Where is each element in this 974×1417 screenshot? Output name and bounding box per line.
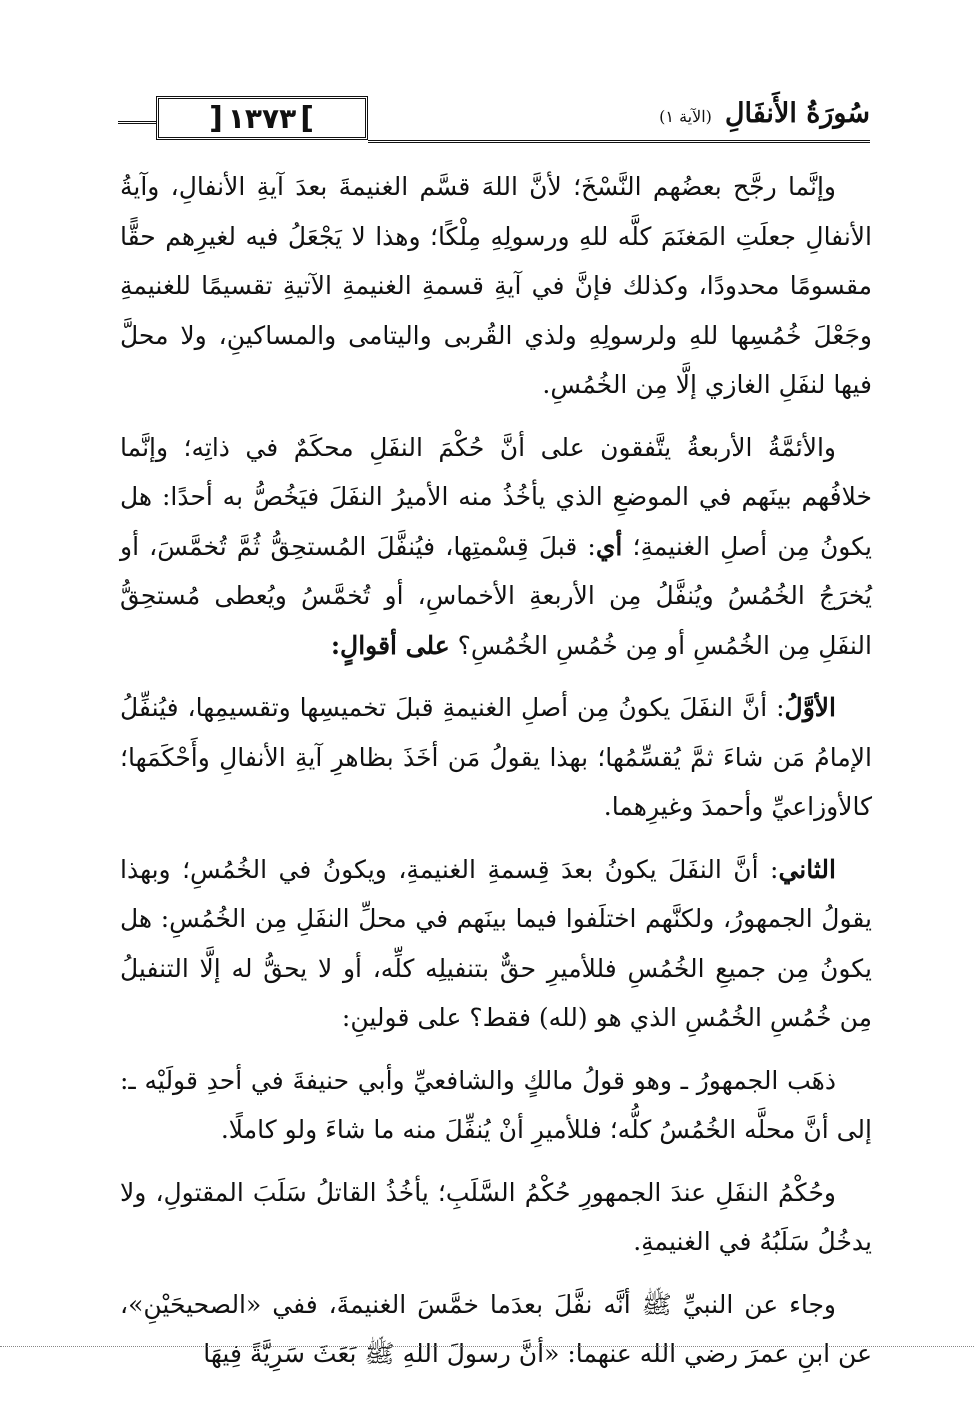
page-number-box — [156, 96, 368, 140]
paragraph-3-lead: الأوَّلُ — [784, 693, 836, 722]
paragraph-2-text: والأئمَّةُ الأربعةُ يتَّفقون على أنَّ حُكْمَ النفَلِ محكَمٌ في ذاتِه؛ وإنَّما خلافُهم بينَهم في الموضعِ الذي يأخُذُ منه الأميرُ النفَلَ فيَخُصُّ به أحدًا: هل يكونُ مِن أصلِ الغنيمةِ؛ أي: قبلَ قِسْمتِها، فيُنفَّلَ المُستحِقُّ ثُمَّ تُخمَّسَ، أو يُخرَجُ الخُمُسُ ويُنفَّلُ مِن الأربعةِ الأخماسِ، أو تُخمَّسُ ويُعطى مُستحِقُّ النفَلِ مِن الخُمُسِ أو مِن خُمُسِ الخُمُسِ؟ — [120, 432, 872, 660]
bracket-open: ] — [300, 100, 315, 136]
body-text — [120, 162, 872, 1392]
ayah-reference: (الآية ١) — [659, 107, 712, 126]
scan-edge-line — [0, 1346, 974, 1347]
header-rule-right — [368, 140, 870, 143]
surah-title: سُورَةُ الأَنفَالِ — [724, 98, 870, 129]
bold-keyword: أي — [595, 531, 623, 561]
header-rule-left — [118, 121, 156, 124]
paragraph-6-text: وحُكْمُ النفَلِ عندَ الجمهورِ حُكْمُ السَّلَبِ؛ يأخُذُ القاتلُ سَلَبَ المقتولِ، ولا يدخُلُ سَلَبُهُ في الغنيمةِ. — [120, 1177, 872, 1256]
page-header — [118, 92, 870, 148]
bracket-close: [ — [209, 100, 224, 136]
paragraph-2 — [120, 423, 872, 671]
paragraph-5 — [120, 1056, 872, 1155]
paragraph-3-text: : أنَّ النفَلَ يكونُ مِن أصلِ الغنيمةِ قبلَ تخميسِها وتقسيمِها، فيُنفِّلُ الإمامُ مَن شاءَ ثمَّ يُقسِّمُها؛ بهذا يقولُ مَن أخَذَ بظاهرِ آيةِ الأنفالِ وأَحْكَمَها؛ كالأوزاعيِّ وأحمدَ وغيرِهما. — [120, 693, 872, 821]
running-title — [659, 98, 870, 129]
paragraph-5-text: ذهَب الجمهورُ ـ وهو قولُ مالكٍ والشافعيِّ وأبي حنيفةَ في أحدِ قولَيْه ـ: إلى أنَّ محلَّه الخُمُسُ كلُّه؛ فللأميرِ أنْ يُنفِّلَ منه ما شاءَ ولو كاملًا. — [120, 1065, 872, 1144]
page-number: ١٣٧٣ — [227, 101, 297, 135]
paragraph-1-text: وإنَّما رجَّح بعضُهم النَّسْخَ؛ لأنَّ اللهَ قسَّم الغنيمةَ بعدَ آيةِ الأنفالِ، وآيةُ الأنفالِ جعلَتِ المَغنَمَ كلَّه للهِ ورسولِهِ مِلْكًا؛ وهذا لا يَجْعَلُ فيه لغيرِهم حقًّا مقسومًا محدودًا، وكذلك فإنَّ في آيةِ قسمةِ الغنيمةِ الآتيةِ تقسيمًا للغنيمةِ وجَعْلَ خُمُسِها للهِ ولرسولِهِ ولذي القُربى واليتامى والمساكينِ، ولا محلَّ فيها لنفَلِ الغازي إلَّا مِن الخُمُسِ. — [120, 172, 872, 399]
paragraph-6 — [120, 1168, 872, 1267]
paragraph-7 — [120, 1280, 872, 1379]
paragraph-2-closing: على أقوالٍ: — [330, 630, 450, 660]
paragraph-3 — [120, 683, 872, 832]
paragraph-7-text: وجاء عن النبيِّ ﷺ أنَّه نفَّلَ بعدَما خمَّسَ الغنيمةَ، ففي «الصحيحَيْنِ»، عن ابنِ عمرَ رضي الله عنهما: «أنَّ رسولَ اللهِ ﷺ بَعَثَ سَرِيَّةً فِيهَا — [120, 1289, 872, 1368]
paragraph-4 — [120, 845, 872, 1043]
paragraph-4-text: : أنَّ النفَلَ يكونُ بعدَ قِسمةِ الغنيمةِ، ويكونُ في الخُمُسِ؛ وبهذا يقولُ الجمهورُ، ولكنَّهم اختلَفوا فيما بينَهم في محلِّ النفَلِ مِن الخُمُسِ: هل يكونُ مِن جميعِ الخُمُسِ فللأميرِ حقٌّ بتنفيلِه كلِّه، أو لا يحقُّ له إلَّا التنفيلُ مِن خُمُسِ الخُمُسِ الذي هو (لله) فقط؟ على قولينِ: — [120, 854, 872, 1032]
paragraph-1 — [120, 162, 872, 410]
paragraph-4-lead: الثاني — [778, 854, 836, 884]
